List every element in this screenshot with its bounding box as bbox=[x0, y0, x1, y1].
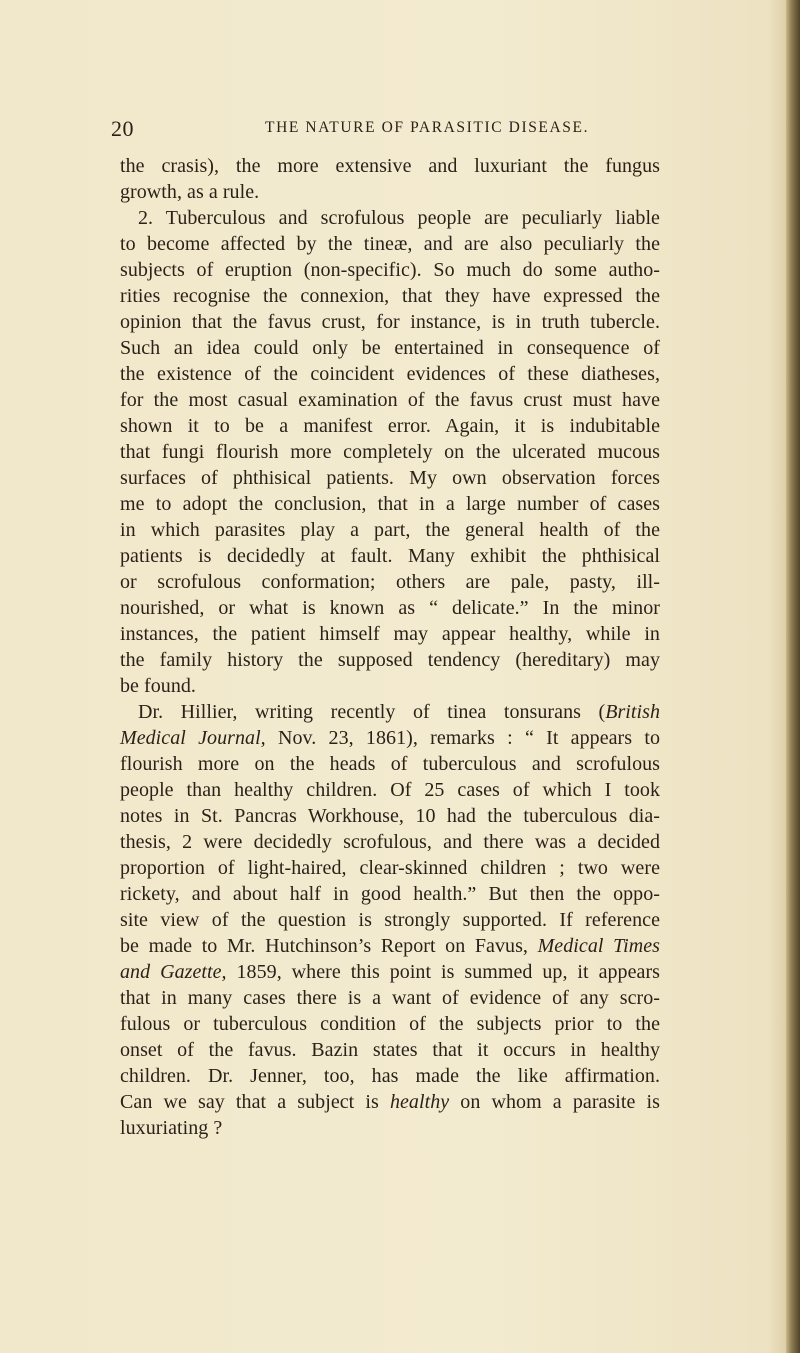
text-segment: be made to Mr. Hutchinson’s Report on Favus, bbox=[120, 935, 538, 957]
text-segment: me to adopt the conclusion, that in a large number of cases bbox=[120, 493, 660, 515]
text-segment: rickety, and about half in good health.” But then the oppo- bbox=[120, 883, 660, 905]
page-edge-shadow bbox=[786, 0, 800, 1353]
italic-text: healthy bbox=[389, 1091, 450, 1113]
text-line bbox=[120, 387, 660, 413]
italic-text: Medical Journal, bbox=[120, 727, 266, 749]
text-line bbox=[120, 231, 660, 257]
text-line bbox=[120, 205, 660, 231]
page-number: 20 bbox=[111, 116, 134, 141]
running-title: THE NATURE OF PARASITIC DISEASE. bbox=[265, 119, 590, 136]
text-line bbox=[120, 699, 660, 725]
text-segment: fulous or tuberculous condition of the subjects prior to the bbox=[120, 1013, 660, 1035]
text-line bbox=[120, 257, 660, 283]
text-line bbox=[120, 725, 660, 751]
text-segment: or scrofulous conformation; others are pale, pasty, ill- bbox=[120, 571, 660, 593]
text-segment: that fungi flourish more completely on the ulcerated mucous bbox=[120, 441, 660, 463]
text-line bbox=[120, 283, 660, 309]
text-line bbox=[120, 907, 660, 933]
text-line bbox=[120, 517, 660, 543]
text-line bbox=[120, 881, 660, 907]
text-line bbox=[120, 439, 660, 465]
text-line bbox=[120, 829, 660, 855]
text-segment: notes in St. Pancras Workhouse, 10 had the tuberculous dia- bbox=[120, 805, 660, 827]
text-line bbox=[120, 959, 660, 985]
text-segment: the crasis), the more extensive and luxuriant the fungus bbox=[120, 155, 660, 177]
text-line bbox=[120, 491, 660, 517]
text-segment: luxuriating ? bbox=[120, 1117, 223, 1139]
text-segment: onset of the favus. Bazin states that it occurs in healthy bbox=[120, 1039, 660, 1061]
text-line bbox=[120, 595, 660, 621]
text-line bbox=[120, 985, 660, 1011]
text-line bbox=[120, 543, 660, 569]
text-segment: people than healthy children. Of 25 cases of which I took bbox=[120, 779, 660, 801]
text-segment: 2. Tuberculous and scrofulous people are peculiarly liable bbox=[138, 207, 660, 229]
text-line bbox=[120, 309, 660, 335]
text-segment: Such an idea could only be entertained in consequence of bbox=[120, 337, 660, 359]
text-segment: be found. bbox=[120, 675, 196, 697]
text-line bbox=[120, 335, 660, 361]
text-segment: proportion of light-haired, clear-skinned children ; two were bbox=[120, 857, 660, 879]
text-line bbox=[120, 777, 660, 803]
text-segment: to become affected by the tineæ, and are also peculiarly the bbox=[120, 233, 660, 255]
text-segment: for the most casual examination of the favus crust must have bbox=[120, 389, 660, 411]
text-segment: nourished, or what is known as “ delicate.” In the minor bbox=[120, 597, 660, 619]
text-segment: site view of the question is strongly supported. If reference bbox=[120, 909, 660, 931]
italic-text: British bbox=[605, 701, 660, 723]
text-line bbox=[120, 1089, 660, 1115]
text-segment: Dr. Hillier, writing recently of tinea tonsurans ( bbox=[138, 701, 606, 723]
text-line bbox=[120, 465, 660, 491]
text-line bbox=[120, 179, 660, 205]
text-line bbox=[120, 673, 660, 699]
text-segment: children. Dr. Jenner, too, has made the like affirmation. bbox=[120, 1065, 660, 1087]
text-segment: thesis, 2 were decidedly scrofulous, and there was a decided bbox=[120, 831, 660, 853]
text-line bbox=[120, 569, 660, 595]
text-segment: Nov. 23, 1861), remarks : “ It appears to bbox=[265, 727, 660, 749]
text-segment: instances, the patient himself may appear healthy, while in bbox=[120, 623, 660, 645]
text-line bbox=[120, 803, 660, 829]
text-segment: the family history the supposed tendency (hereditary) may bbox=[120, 649, 660, 671]
text-segment: Can we say that a subject is bbox=[120, 1091, 390, 1113]
text-line bbox=[120, 1063, 660, 1089]
text-line bbox=[120, 751, 660, 777]
text-line bbox=[120, 855, 660, 881]
text-segment: subjects of eruption (non-specific). So much do some autho- bbox=[120, 259, 660, 281]
text-line bbox=[120, 1037, 660, 1063]
text-segment: patients is decidedly at fault. Many exhibit the phthisical bbox=[120, 545, 660, 567]
italic-text: Medical Times bbox=[537, 935, 661, 957]
text-segment: opinion that the favus crust, for instance, is in truth tubercle. bbox=[120, 311, 660, 333]
page-header bbox=[111, 116, 671, 144]
italic-text: and Gazette, bbox=[120, 961, 227, 983]
text-line bbox=[120, 621, 660, 647]
text-line bbox=[120, 1115, 660, 1141]
text-segment: the existence of the coincident evidences of these diatheses, bbox=[120, 363, 660, 385]
text-segment: on whom a parasite is bbox=[449, 1091, 660, 1113]
text-segment: rities recognise the connexion, that they have expressed the bbox=[120, 285, 660, 307]
text-segment: flourish more on the heads of tuberculous and scrofulous bbox=[120, 753, 660, 775]
text-segment: 1859, where this point is summed up, it appears bbox=[226, 961, 660, 983]
body-text bbox=[120, 153, 660, 1141]
text-segment: that in many cases there is a want of evidence of any scro- bbox=[120, 987, 660, 1009]
text-segment: in which parasites play a part, the general health of the bbox=[120, 519, 660, 541]
text-line bbox=[120, 413, 660, 439]
text-line bbox=[120, 153, 660, 179]
text-segment: surfaces of phthisical patients. My own observation forces bbox=[120, 467, 660, 489]
text-line bbox=[120, 1011, 660, 1037]
text-line bbox=[120, 933, 660, 959]
text-segment: growth, as a rule. bbox=[120, 181, 260, 203]
text-line bbox=[120, 647, 660, 673]
text-segment: shown it to be a manifest error. Again, it is indubitable bbox=[120, 415, 660, 437]
text-line bbox=[120, 361, 660, 387]
